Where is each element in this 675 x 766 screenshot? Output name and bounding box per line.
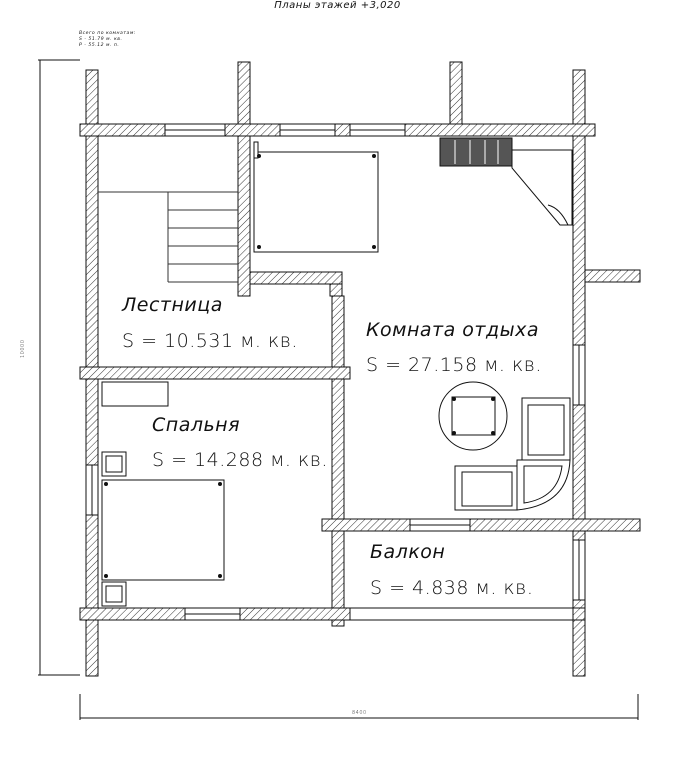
room-balcony-name: Балкон — [370, 541, 446, 563]
room-lounge-area: S = 27.158 м. кв. — [366, 354, 542, 376]
totals-perimeter: P - 55.12 м. п. — [79, 43, 120, 48]
room-stairs-area: S = 10.531 м. кв. — [122, 330, 298, 352]
room-bedroom-area: S = 14.288 м. кв. — [152, 449, 328, 471]
page-title: Планы этажей +3,020 — [274, 0, 401, 11]
dimension-vertical: 10000 — [20, 339, 26, 358]
corner-sofa — [455, 398, 570, 510]
totals-heading: Всего по комнатам: — [79, 31, 136, 36]
room-lounge-name: Комната отдыха — [366, 319, 539, 341]
coffee-table — [439, 382, 507, 450]
dimension-horizontal: 8400 — [352, 710, 367, 716]
balcony-railing — [344, 608, 573, 620]
totals-area: S - 51.79 м. кв. — [79, 37, 123, 42]
room-balcony-area: S = 4.838 м. кв. — [370, 577, 534, 599]
staircase — [98, 192, 238, 282]
room-bedroom-name: Спальня — [152, 414, 241, 436]
kitchen-unit — [440, 138, 572, 225]
bed-upper — [254, 142, 378, 252]
room-stairs-name: Лестница — [122, 294, 223, 316]
